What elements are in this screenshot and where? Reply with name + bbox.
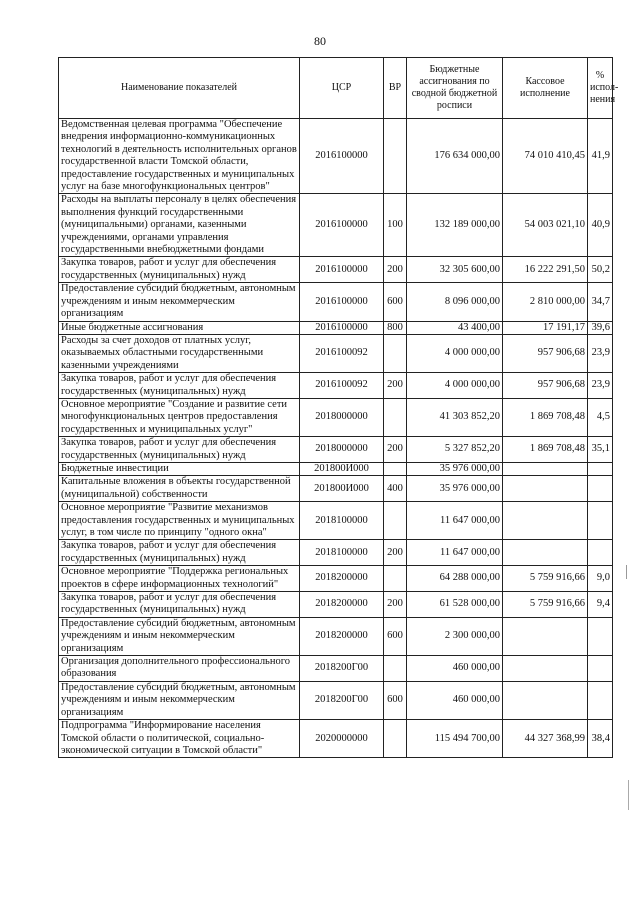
row-budget: 41 303 852,20 — [407, 398, 503, 436]
table-row — [59, 681, 613, 719]
row-budget: 32 305 600,00 — [407, 257, 503, 283]
row-vr: 400 — [384, 476, 407, 502]
row-name: Основное мероприятие "Поддержка региональных проектов в сфере информационных технологий" — [59, 566, 300, 592]
row-vr — [384, 398, 407, 436]
row-pct — [588, 540, 613, 566]
scan-mark — [626, 565, 627, 579]
row-name: Подпрограмма "Информирование населения Томской области о политической, социально-экономической ситуации в Томской области" — [59, 720, 300, 758]
row-budget: 35 976 000,00 — [407, 462, 503, 475]
row-vr: 600 — [384, 681, 407, 719]
row-pct — [588, 681, 613, 719]
row-csr: 2018200000 — [300, 592, 384, 618]
row-cash — [503, 656, 588, 682]
row-vr: 200 — [384, 540, 407, 566]
table-row — [59, 502, 613, 540]
row-name: Капитальные вложения в объекты государственной (муниципальной) собственности — [59, 476, 300, 502]
row-name: Закупка товаров, работ и услуг для обеспечения государственных (муниципальных) нужд — [59, 257, 300, 283]
row-pct: 9,4 — [588, 592, 613, 618]
header-cash: Кассовое исполнение — [503, 58, 588, 119]
row-vr: 800 — [384, 321, 407, 334]
row-budget: 4 000 000,00 — [407, 373, 503, 399]
row-name: Предоставление субсидий бюджетным, автономным учреждениям и иным некоммерческим организациям — [59, 617, 300, 655]
row-budget: 176 634 000,00 — [407, 119, 503, 194]
row-cash: 5 759 916,66 — [503, 592, 588, 618]
row-csr: 2018200Г00 — [300, 681, 384, 719]
row-cash — [503, 540, 588, 566]
header-budget: Бюджетные ассигнования по сводной бюджетной росписи — [407, 58, 503, 119]
row-budget: 460 000,00 — [407, 656, 503, 682]
row-cash — [503, 502, 588, 540]
row-vr: 100 — [384, 194, 407, 257]
row-name: Закупка товаров, работ и услуг для обеспечения государственных (муниципальных) нужд — [59, 540, 300, 566]
table-row — [59, 334, 613, 372]
row-vr — [384, 119, 407, 194]
row-pct — [588, 502, 613, 540]
row-budget: 4 000 000,00 — [407, 334, 503, 372]
row-name: Предоставление субсидий бюджетным, автономным учреждениям и иным некоммерческим организациям — [59, 283, 300, 321]
header-pct: % испол-нения — [588, 58, 613, 119]
row-name: Организация дополнительного профессионального образования — [59, 656, 300, 682]
row-vr: 200 — [384, 373, 407, 399]
row-name: Закупка товаров, работ и услуг для обеспечения государственных (муниципальных) нужд — [59, 592, 300, 618]
table-row — [59, 437, 613, 463]
row-pct — [588, 617, 613, 655]
table-row — [59, 194, 613, 257]
row-cash: 957 906,68 — [503, 334, 588, 372]
row-pct — [588, 656, 613, 682]
table-row — [59, 540, 613, 566]
row-pct: 39,6 — [588, 321, 613, 334]
row-pct — [588, 476, 613, 502]
row-budget: 132 189 000,00 — [407, 194, 503, 257]
row-cash: 1 869 708,48 — [503, 398, 588, 436]
row-name: Закупка товаров, работ и услуг для обеспечения государственных (муниципальных) нужд — [59, 373, 300, 399]
row-vr — [384, 502, 407, 540]
table-row — [59, 617, 613, 655]
row-cash: 1 869 708,48 — [503, 437, 588, 463]
row-pct: 4,5 — [588, 398, 613, 436]
row-csr: 2016100000 — [300, 194, 384, 257]
row-budget: 5 327 852,20 — [407, 437, 503, 463]
row-vr: 200 — [384, 592, 407, 618]
row-cash: 74 010 410,45 — [503, 119, 588, 194]
row-name: Бюджетные инвестиции — [59, 462, 300, 475]
table-row — [59, 462, 613, 475]
table-row — [59, 720, 613, 758]
table-header-row — [59, 58, 613, 119]
row-csr: 2016100092 — [300, 334, 384, 372]
row-csr: 2018200Г00 — [300, 656, 384, 682]
row-budget: 35 976 000,00 — [407, 476, 503, 502]
row-name: Иные бюджетные ассигнования — [59, 321, 300, 334]
budget-execution-table — [58, 57, 619, 758]
row-cash: 5 759 916,66 — [503, 566, 588, 592]
table-row — [59, 257, 613, 283]
row-name: Ведомственная целевая программа "Обеспечение внедрения информационно-коммуникационных технологий в деятельность исполнительных органов государственной власти Томской области, предоставление государственных и муниципальных услуг на базе многофункциональных центров" — [59, 119, 300, 194]
row-cash — [503, 681, 588, 719]
table-row — [59, 398, 613, 436]
row-pct: 40,9 — [588, 194, 613, 257]
row-pct: 34,7 — [588, 283, 613, 321]
page-number: 80 — [314, 34, 326, 48]
row-cash: 16 222 291,50 — [503, 257, 588, 283]
row-budget: 64 288 000,00 — [407, 566, 503, 592]
header-name: Наименование показателей — [59, 58, 300, 119]
row-vr: 600 — [384, 283, 407, 321]
row-csr: 201800И000 — [300, 462, 384, 475]
row-csr: 2018200000 — [300, 617, 384, 655]
row-cash — [503, 476, 588, 502]
row-name: Закупка товаров, работ и услуг для обеспечения государственных (муниципальных) нужд — [59, 437, 300, 463]
row-cash: 44 327 368,99 — [503, 720, 588, 758]
table-body — [59, 119, 613, 758]
row-csr: 2016100000 — [300, 321, 384, 334]
row-csr: 2016100000 — [300, 257, 384, 283]
row-pct: 9,0 — [588, 566, 613, 592]
row-name: Предоставление субсидий бюджетным, автономным учреждениям и иным некоммерческим организациям — [59, 681, 300, 719]
row-csr: 2018200000 — [300, 566, 384, 592]
row-csr: 2020000000 — [300, 720, 384, 758]
header-csr: ЦСР — [300, 58, 384, 119]
row-budget: 2 300 000,00 — [407, 617, 503, 655]
row-budget: 115 494 700,00 — [407, 720, 503, 758]
scan-mark — [628, 780, 629, 810]
row-csr: 2018000000 — [300, 398, 384, 436]
row-cash — [503, 462, 588, 475]
row-vr — [384, 462, 407, 475]
row-vr — [384, 566, 407, 592]
row-name: Расходы на выплаты персоналу в целях обеспечения выполнения функций государственными (муниципальными) органами, казенными учреждениями, органами управления государственными внебюджетными фондами — [59, 194, 300, 257]
table-row — [59, 476, 613, 502]
row-pct: 23,9 — [588, 334, 613, 372]
table-row — [59, 566, 613, 592]
row-cash: 957 906,68 — [503, 373, 588, 399]
row-budget: 43 400,00 — [407, 321, 503, 334]
header-vr: ВР — [384, 58, 407, 119]
row-csr: 2018100000 — [300, 502, 384, 540]
row-vr: 600 — [384, 617, 407, 655]
row-pct: 41,9 — [588, 119, 613, 194]
row-cash: 54 003 021,10 — [503, 194, 588, 257]
row-vr: 200 — [384, 437, 407, 463]
row-cash: 17 191,17 — [503, 321, 588, 334]
table-row — [59, 321, 613, 334]
row-pct: 23,9 — [588, 373, 613, 399]
row-cash: 2 810 000,00 — [503, 283, 588, 321]
row-pct: 38,4 — [588, 720, 613, 758]
row-csr: 2016100092 — [300, 373, 384, 399]
row-budget: 8 096 000,00 — [407, 283, 503, 321]
row-csr: 2016100000 — [300, 119, 384, 194]
row-name: Основное мероприятие "Развитие механизмов предоставления государственных и муниципальных услуг, в том числе по принципу "одного окна" — [59, 502, 300, 540]
row-csr: 2018100000 — [300, 540, 384, 566]
row-pct: 50,2 — [588, 257, 613, 283]
row-csr: 2018000000 — [300, 437, 384, 463]
row-budget: 11 647 000,00 — [407, 540, 503, 566]
row-csr: 2016100000 — [300, 283, 384, 321]
row-name: Основное мероприятие "Создание и развитие сети многофункциональных центров предоставления государственных и муниципальных услуг" — [59, 398, 300, 436]
row-vr — [384, 656, 407, 682]
row-cash — [503, 617, 588, 655]
row-pct: 35,1 — [588, 437, 613, 463]
row-name: Расходы за счет доходов от платных услуг, оказываемых областными государственными казенными учреждениями — [59, 334, 300, 372]
table-row — [59, 656, 613, 682]
row-budget: 460 000,00 — [407, 681, 503, 719]
row-csr: 201800И000 — [300, 476, 384, 502]
table-row — [59, 373, 613, 399]
table-row — [59, 283, 613, 321]
row-vr — [384, 334, 407, 372]
row-budget: 61 528 000,00 — [407, 592, 503, 618]
table-row — [59, 119, 613, 194]
row-pct — [588, 462, 613, 475]
row-vr: 200 — [384, 257, 407, 283]
row-budget: 11 647 000,00 — [407, 502, 503, 540]
row-vr — [384, 720, 407, 758]
table-row — [59, 592, 613, 618]
